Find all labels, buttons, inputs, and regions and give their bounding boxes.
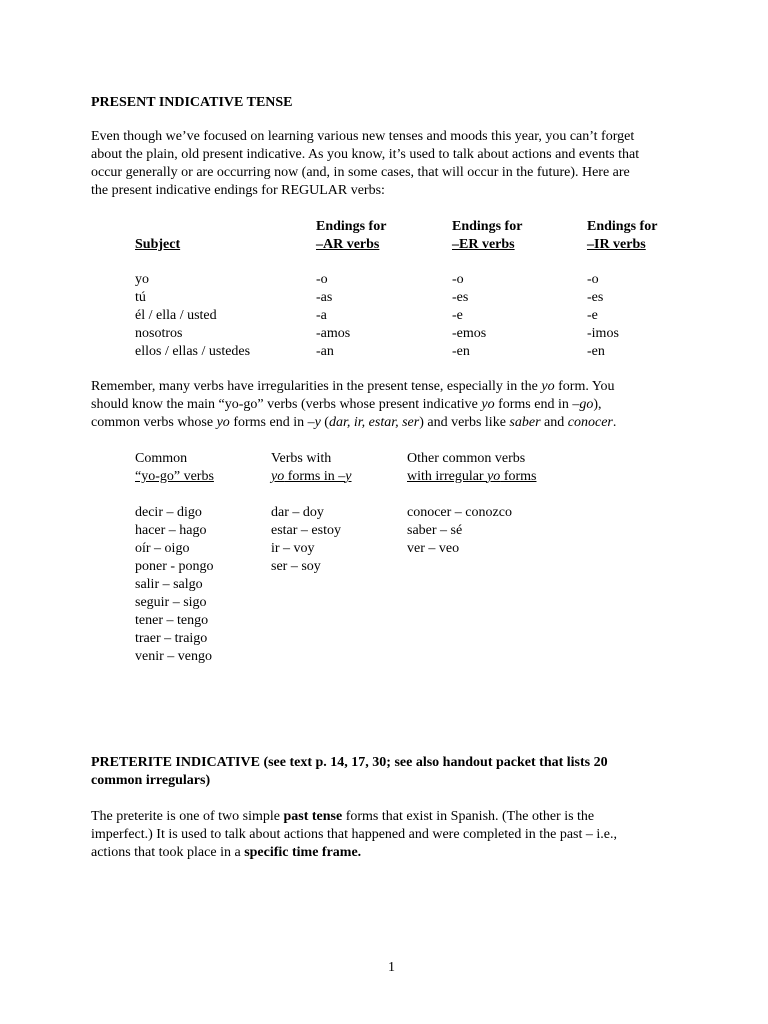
header-ar-line2: –AR verbs [316,237,380,252]
list-item: tener – tengo [135,613,209,628]
intro-line: occur generally or are occurring now (and, in some cases, that will occur in the future). Here are [91,165,630,180]
list-item: ser – soy [271,559,321,574]
section-heading-preterite [91,754,691,790]
text-run: ) and verbs like [419,415,510,430]
table-cell-ar: -a [316,308,327,323]
bold-run: specific time frame. [244,845,362,860]
text-run: form. You [554,379,615,394]
col1-header-line2: “yo-go” verbs [135,469,214,484]
italic-run: go [579,397,594,412]
text-run: actions that took place in a [91,845,245,860]
list-item: ver – veo [407,541,460,556]
list-item: oír – oigo [135,541,190,556]
col2-header-line2 [271,468,352,486]
col3-header-line1: Other common verbs [407,451,526,466]
heading-line: PRETERITE INDICATIVE (see text p. 14, 17, 30; see also handout packet that lists 20 [91,755,608,770]
col2-verb-list [271,504,341,576]
italic-run: dar, ir, estar, ser [328,415,420,430]
italic-run: saber [509,415,541,430]
intro-line: about the plain, old present indicative. As you know, it’s used to talk about actions and events that [91,147,640,162]
table-cell-er: -emos [452,326,487,341]
list-item: traer – traigo [135,631,208,646]
table-cell-subject: ellos / ellas / ustedes [135,344,251,359]
list-item: conocer – conozco [407,505,512,520]
header-ir-line2: –IR verbs [587,237,646,252]
header-ar-line1: Endings for [316,219,387,234]
col1-header-line1: Common [135,451,188,466]
table-cell-ir: -e [587,308,598,323]
col2-header-line1: Verbs with [271,451,332,466]
table-cell-ar: -amos [316,326,351,341]
text-run: forms in – [284,469,346,484]
text-run: The preterite is one of two simple [91,809,284,824]
list-item: poner - pongo [135,559,214,574]
list-item: venir – vengo [135,649,212,664]
italic-run: yo [487,469,501,484]
table-cell-ar: -o [316,272,328,287]
text-run: with irregular [407,469,488,484]
intro-line: Even though we’ve focused on learning various new tenses and moods this year, you can’t forget [91,129,635,144]
text-run: . [612,415,617,430]
col3-header-line2 [407,468,536,486]
text-run: forms that exist in Spanish. (The other is the [342,809,595,824]
table-cell-ir: -imos [587,326,619,341]
text-run: ( [320,415,329,430]
table-cell-ir: -en [587,344,605,359]
table-cell-er: -es [452,290,469,305]
table-cell-ir: -es [587,290,604,305]
table-cell-er: -o [452,272,464,287]
table-cell-subject: yo [135,272,149,287]
remember-line-3 [91,414,691,432]
list-item: seguir – sigo [135,595,207,610]
preterite-line-2: imperfect.) It is used to talk about actions that happened and were completed in the past – i.e., [91,827,617,842]
header-ir-line1: Endings for [587,219,658,234]
table-cell-ir: -o [587,272,599,287]
text-run: forms end in – [229,415,315,430]
table-cell-ar: -as [316,290,333,305]
header-subject: Subject [135,237,181,252]
italic-run: yo [541,379,555,394]
preterite-paragraph [91,808,691,862]
list-item: hacer – hago [135,523,207,538]
bold-run: past tense [283,809,343,824]
col3-verb-list [407,504,512,558]
table-cell-ar: -an [316,344,334,359]
remember-paragraph [91,378,691,432]
preterite-line-1 [91,808,691,826]
list-item: ir – voy [271,541,315,556]
italic-run: yo [481,397,495,412]
list-item: decir – digo [135,505,202,520]
list-item: salir – salgo [135,577,203,592]
list-item: dar – doy [271,505,324,520]
text-run: forms [500,469,537,484]
list-item: saber – sé [407,523,463,538]
table-cell-er: -en [452,344,470,359]
remember-line-1 [91,378,691,396]
italic-run: yo [216,415,230,430]
italic-run: y [314,415,321,430]
page-number: 1 [388,960,395,975]
italic-run: y [345,469,352,484]
remember-line-2 [91,396,691,414]
text-run: Remember, many verbs have irregularities in the present tense, especially in the [91,379,542,394]
header-er-line2: –ER verbs [452,237,515,252]
italic-run: yo [271,469,285,484]
table-cell-er: -e [452,308,463,323]
header-er-line1: Endings for [452,219,523,234]
text-run: forms end in – [494,397,580,412]
intro-paragraph [91,128,691,200]
table-cell-subject: nosotros [135,326,183,341]
preterite-line-3 [91,844,691,862]
section-heading-present-indicative: PRESENT INDICATIVE TENSE [91,95,293,110]
text-run: common verbs whose [91,415,217,430]
heading-line: common irregulars) [91,773,211,788]
text-run: and [540,415,568,430]
list-item: estar – estoy [271,523,341,538]
text-run: should know the main “yo-go” verbs (verbs whose present indicative [91,397,482,412]
table-cell-subject: él / ella / usted [135,308,217,323]
text-run: ), [593,397,602,412]
table-cell-subject: tú [135,290,146,305]
intro-line: the present indicative endings for REGULAR verbs: [91,183,385,198]
col1-verb-list [135,504,214,666]
italic-run: conocer [567,415,613,430]
